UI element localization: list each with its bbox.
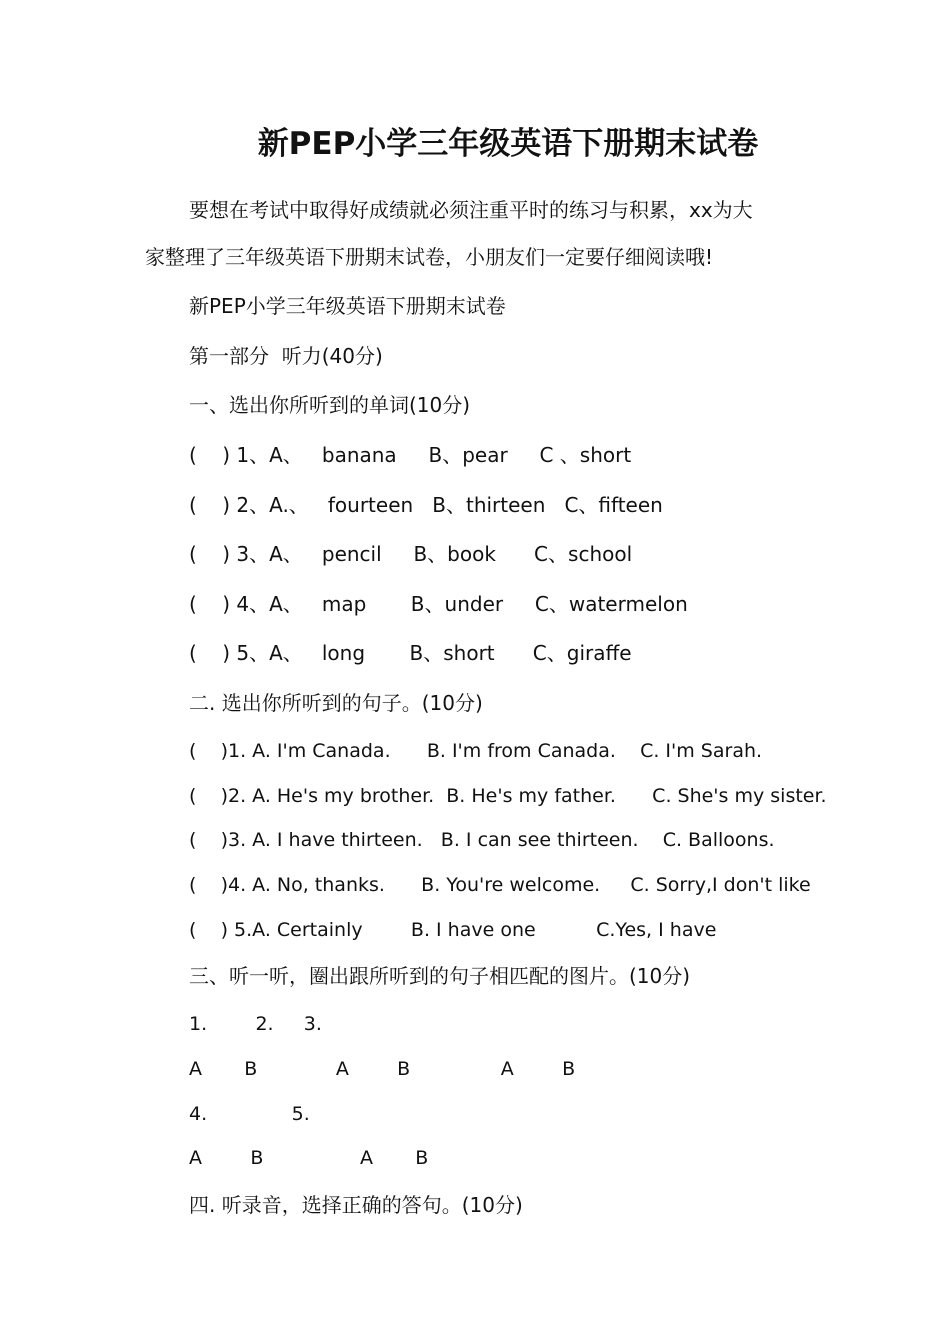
picture-numbers: 4. 5. <box>189 1103 310 1125</box>
question-item: ( )2. A. He's my brother. B. He's my father. C. She's my sister. <box>189 785 827 807</box>
picture-options: A B A B <box>189 1147 429 1169</box>
question-item: ( ) 5.A. Certainly B. I have one C.Yes, I have <box>189 919 717 941</box>
subtitle: 新PEP小学三年级英语下册期末试卷 <box>189 294 506 318</box>
picture-numbers: 1. 2. 3. <box>189 1013 322 1035</box>
picture-options: A B A B A B <box>189 1058 576 1080</box>
document-title: 新PEP小学三年级英语下册期末试卷 <box>257 126 759 162</box>
section-2-heading: 二. 选出你所听到的句子。(10分) <box>189 691 483 715</box>
part-heading: 第一部分 听力(40分) <box>189 344 383 368</box>
section-4-heading: 四. 听录音，选择正确的答句。(10分) <box>189 1193 523 1217</box>
question-item: ( ) 5、A、 long B、short C、giraffe <box>189 641 632 665</box>
question-item: ( )3. A. I have thirteen. B. I can see thirteen. C. Balloons. <box>189 829 775 851</box>
question-item: ( ) 2、A.、 fourteen B、thirteen C、fifteen <box>189 493 663 517</box>
section-3-heading: 三、听一听，圈出跟所听到的句子相匹配的图片。(10分) <box>189 964 691 988</box>
section-1-heading: 一、选出你所听到的单词(10分) <box>189 393 471 417</box>
question-item: ( ) 4、A、 map B、under C、watermelon <box>189 592 688 616</box>
question-item: ( )4. A. No, thanks. B. You're welcome. C. Sorry,I don't like <box>189 874 811 896</box>
intro-line-2: 家整理了三年级英语下册期末试卷，小朋友们一定要仔细阅读哦! <box>145 245 714 269</box>
question-item: ( )1. A. I'm Canada. B. I'm from Canada. C. I'm Sarah. <box>189 740 763 762</box>
intro-line-1: 要想在考试中取得好成绩就必须注重平时的练习与积累，xx为大 <box>189 198 753 222</box>
question-item: ( ) 1、A、 banana B、pear C 、short <box>189 443 632 467</box>
question-item: ( ) 3、A、 pencil B、book C、school <box>189 542 633 566</box>
